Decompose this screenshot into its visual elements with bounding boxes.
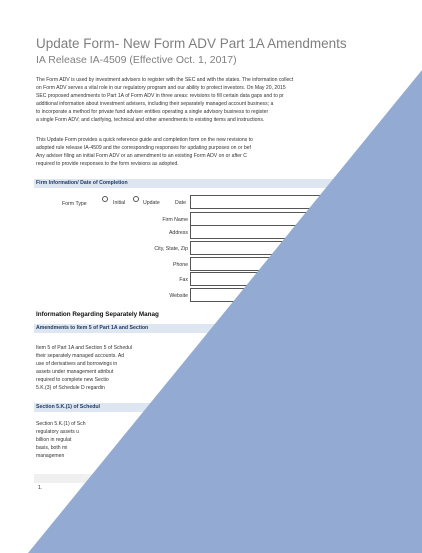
phone-label: Phone bbox=[172, 262, 188, 268]
firm-info-bar-label: Firm Information/ Date of Completion bbox=[36, 180, 128, 186]
intro-line: SEC proposed amendments to Part 1A of Form ADV in three areas: revisions to fill certain data gaps and to pr bbox=[36, 93, 284, 99]
date-label: Date bbox=[175, 200, 186, 206]
address-label: Address bbox=[168, 230, 188, 236]
intro-line: to incorporate a method for private fund adviser entities operating a single advisory business to register bbox=[36, 109, 269, 115]
amend-line: required to complete new Sectio bbox=[36, 377, 109, 383]
amend-line: Item 5 of Part 1A and Section 5 of Schedul bbox=[36, 345, 132, 351]
guide-line: required to provide responses to the form revisions as adopted. bbox=[36, 161, 179, 167]
firm-name-label: Firm Name bbox=[162, 217, 188, 223]
sma-section-heading: Information Regarding Separately Manag bbox=[36, 311, 159, 318]
intro-line: on Form ADV serves a vital role in our regulatory program and our ability to protect investors. On May 20, 2015 bbox=[36, 85, 286, 91]
guide-line: Any adviser filing an initial Form ADV or an amendment to an existing Form ADV on or after C bbox=[36, 153, 247, 159]
intro-line: additional information about investment advisers, including their separately managed account business; a bbox=[36, 101, 274, 107]
guide-line: adopted rule release IA-4509 and the corresponding responses for updating purposes on or bef bbox=[36, 145, 251, 151]
city-state-zip-label: City, State, Zip bbox=[154, 246, 188, 252]
section-line: Section 5.K.(1) of Sch bbox=[36, 421, 86, 427]
section-line: basis, both mi bbox=[36, 445, 68, 451]
amend-line: assets under management attribut bbox=[36, 369, 114, 375]
fax-label: Fax bbox=[179, 277, 188, 283]
section-line: regulatory assets u bbox=[36, 429, 80, 435]
item-number: 1. bbox=[38, 485, 43, 491]
amend-line: use of derivatives and borrowings in bbox=[36, 361, 118, 367]
amend-line: their separately managed accounts. Ad bbox=[36, 353, 125, 359]
initial-label: Initial bbox=[113, 200, 126, 206]
guide-line: This Update Form provides a quick reference guide and completion form on the new revisions to bbox=[36, 137, 253, 143]
update-label: Update bbox=[143, 200, 160, 206]
document-subtitle: IA Release IA-4509 (Effective Oct. 1, 2017) bbox=[36, 54, 237, 66]
intro-line: The Form ADV is used by investment advisers to register with the SEC and with the states. The information collect bbox=[36, 77, 294, 83]
intro-line: a single Form ADV; and clarifying, technical and other amendments to existing items and instructions. bbox=[36, 117, 265, 123]
section-5k1-bar-label: Section 5.K.(1) of Schedul bbox=[36, 404, 100, 410]
amendments-bar-label: Amendments to Item 5 of Part 1A and Section bbox=[36, 325, 149, 331]
amend-line: 5.K.(3) of Schedule D regardin bbox=[36, 385, 105, 391]
website-label: Website bbox=[169, 293, 188, 299]
section-line: billion in regulat bbox=[36, 437, 72, 443]
overlay-triangle bbox=[28, 70, 422, 553]
document-title: Update Form- New Form ADV Part 1A Amendments bbox=[36, 36, 347, 51]
form-type-label: Form Type bbox=[62, 201, 87, 207]
section-line: managemen bbox=[36, 453, 65, 459]
